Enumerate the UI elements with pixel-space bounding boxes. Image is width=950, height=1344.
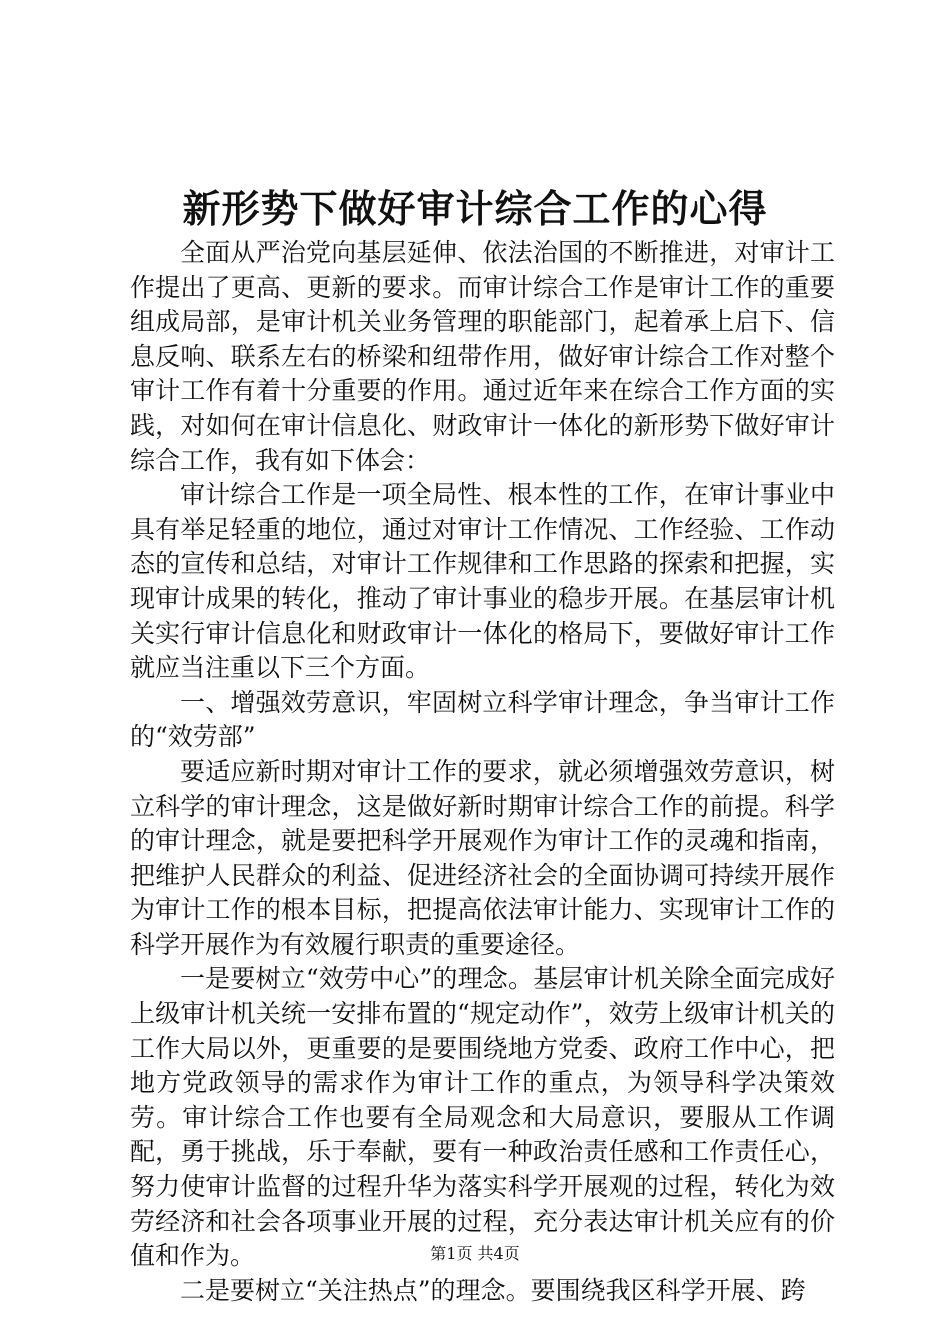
- document-title: 新形势下做好审计综合工作的心得: [182, 186, 768, 231]
- paragraph-intro: 全面从严治党向基层延伸、依法治国的不断推进，对审计工作提出了更高、更新的要求。而审计综合工作是审计工作的重要组成局部，是审计机关业务管理的职能部门，起着承上启下、信息反响、联系左右的桥梁和纽带作用，做好审计综合工作对整个审计工作有着十分重要的作用。通过近年来在综合工作方面的实践，对如何在审计信息化、财政审计一体化的新形势下做好审计综合工作，我有如下体会：: [130, 238, 835, 475]
- paragraph-overview: 审计综合工作是一项全局性、根本性的工作，在审计事业中具有举足轻重的地位，通过对审计工作情况、工作经验、工作动态的宣传和总结，对审计工作规律和工作思路的探索和把握，实现审计成果的转化，推动了审计事业的稳步开展。在基层审计机关实行审计信息化和财政审计一体化的格局下，要做好审计工作就应当注重以下三个方面。: [130, 480, 835, 683]
- paragraph-point-1: 一是要树立“效劳中心”的理念。基层审计机关除全面完成好上级审计机关统一安排布置的“规定动作”，效劳上级审计机关的工作大局以外，更重要的是要围绕地方党委、政府工作中心，把地方党政领导的需求作为审计工作的重点，为领导科学决策效劳。审计综合工作也要有全局观念和大局意识，要服从工作调配，勇于挑战，乐于奉献，要有一种政治责任感和工作责任心，努力使审计监督的过程升华为落实科学开展观的过程，转化为效劳经济和社会各项事业开展的过程，充分表达审计机关应有的价值和作为。: [130, 964, 835, 1271]
- page-number-footer: 第1页 共4页: [430, 1244, 520, 1263]
- paragraph-point-2: 二是要树立“关注热点”的理念。要围绕我区科学开展、跨: [180, 1275, 806, 1305]
- section-heading-1: 一、增强效劳意识，牢固树立科学审计理念，争当审计工作的“效劳部”: [130, 687, 835, 752]
- paragraph-service-awareness: 要适应新时期对审计工作的要求，就必须增强效劳意识，树立科学的审计理念，这是做好新时期审计综合工作的前提。科学的审计理念，就是要把科学开展观作为审计工作的灵魂和指南，把维护人民群众的利益、促进经济社会的全面协调可持续开展作为审计工作的根本目标，把提高依法审计能力、实现审计工作的科学开展作为有效履行职责的重要途径。: [130, 756, 835, 959]
- document-body: [130, 236, 835, 1308]
